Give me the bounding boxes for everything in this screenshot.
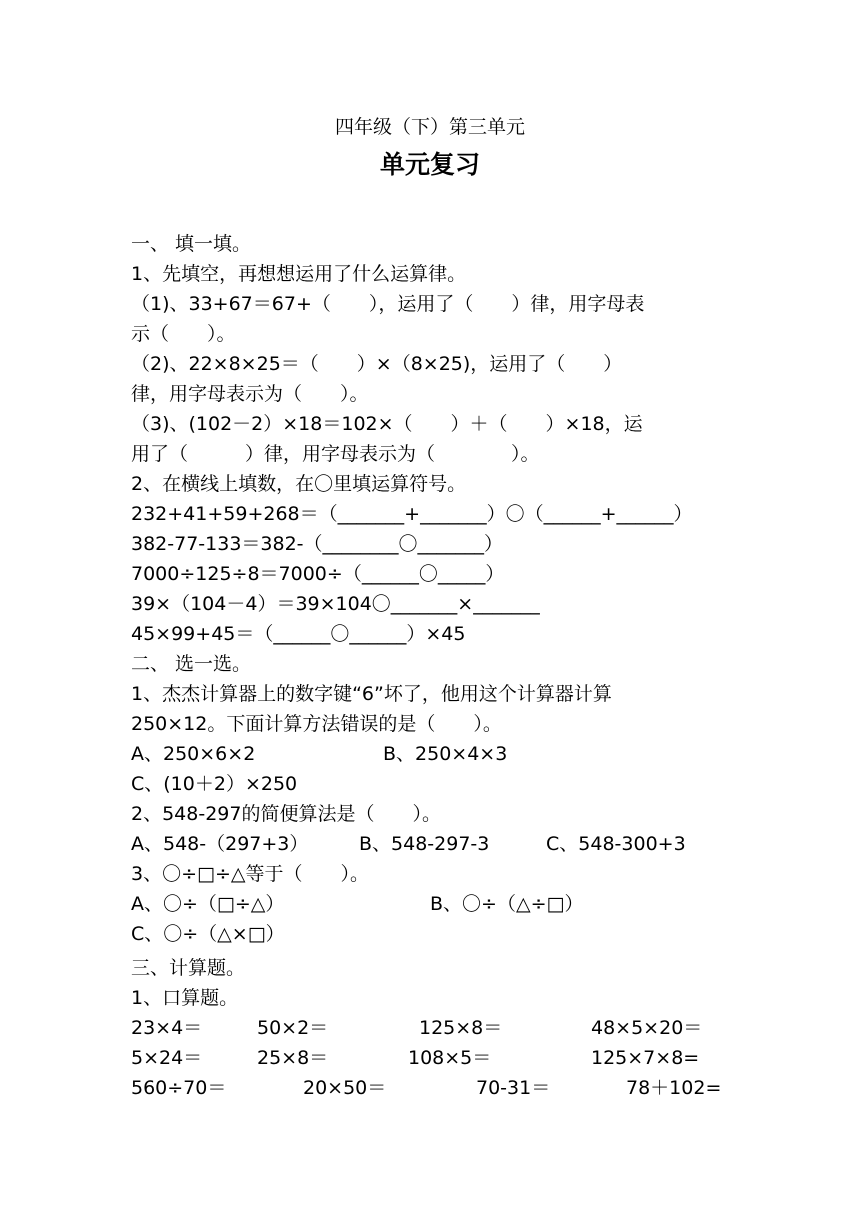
oral-calc-item: 70-31＝: [476, 1077, 551, 1099]
oral-calc-item: 48×5×20＝: [591, 1017, 703, 1039]
question-1-1-part-2-line-1: （2)、22×8×25＝（ ）×（8×25)，运用了（ ）: [131, 353, 623, 375]
question-2-2-option-c: C、548-300+3: [546, 833, 686, 855]
fill-expression-4: 39×（104－4）＝39×104〇_______×_______: [131, 593, 540, 615]
question-2-2-prompt: 2、548-297的简便算法是（ ）。: [131, 803, 441, 825]
fill-expression-1: 232+41+59+268＝（_______+_______）〇（______+______）: [131, 503, 693, 525]
question-1-1-part-3-line-2: 用了（ ）律，用字母表示为（ ）。: [131, 443, 540, 465]
question-1-1-prompt: 1、先填空，再想想运用了什么运算律。: [131, 263, 467, 285]
oral-calc-item: 20×50＝: [303, 1077, 387, 1099]
question-1-1-part-3-line-1: （3)、(102－2）×18＝102×（ ）＋（ ）×18，运: [131, 413, 643, 435]
fill-expression-5: 45×99+45＝（______〇______）×45: [131, 623, 466, 645]
oral-calc-item: 78＋102=: [626, 1077, 722, 1099]
question-2-3-option-a: A、〇÷（□÷△）: [131, 893, 285, 915]
fill-expression-2: 382-77-133＝382-（________〇_______）: [131, 533, 504, 555]
question-2-1-line-1: 1、杰杰计算器上的数字键“6”坏了，他用这个计算器计算: [131, 683, 612, 705]
question-2-1-option-b: B、250×4×3: [383, 743, 508, 765]
oral-calc-item: 125×7×8=: [591, 1047, 700, 1069]
question-2-2-option-b: B、548-297-3: [359, 833, 490, 855]
question-1-1-part-2-line-2: 律，用字母表示为（ ）。: [131, 383, 369, 405]
question-2-3-prompt: 3、〇÷□÷△等于（ ）。: [131, 863, 369, 885]
oral-calc-item: 25×8＝: [257, 1047, 329, 1069]
oral-calc-item: 50×2＝: [257, 1017, 329, 1039]
question-1-1-part-1-line-2: 示（ ）。: [131, 323, 236, 345]
section-1-heading: 一、 填一填。: [131, 233, 252, 255]
page-title: 单元复习: [379, 150, 480, 179]
question-3-1-prompt: 1、口算题。: [131, 987, 239, 1009]
section-3-heading: 三、计算题。: [131, 957, 246, 979]
oral-calc-item: 125×8＝: [419, 1017, 503, 1039]
fill-expression-3: 7000÷125÷8＝7000÷（______〇_____）: [131, 563, 505, 585]
question-2-1-option-c: C、(10＋2）×250: [131, 773, 298, 795]
question-1-2-prompt: 2、在横线上填数，在〇里填运算符号。: [131, 473, 467, 495]
question-2-3-option-b: B、〇÷（△÷□）: [430, 893, 584, 915]
oral-calc-item: 108×5＝: [408, 1047, 492, 1069]
question-2-1-line-2: 250×12。下面计算方法错误的是（ ）。: [131, 713, 502, 735]
question-2-3-option-c: C、〇÷（△×□）: [131, 923, 285, 945]
oral-calc-item: 5×24＝: [131, 1047, 203, 1069]
oral-calc-item: 560÷70＝: [131, 1077, 227, 1099]
unit-subtitle: 四年级（下）第三单元: [334, 116, 525, 138]
section-2-heading: 二、 选一选。: [131, 653, 252, 675]
question-1-1-part-1-line-1: （1)、33+67＝67+（ ），运用了（ ）律，用字母表: [131, 293, 645, 315]
oral-calc-item: 23×4＝: [131, 1017, 203, 1039]
question-2-1-option-a: A、250×6×2: [131, 743, 256, 765]
question-2-2-option-a: A、548-（297+3）: [131, 833, 309, 855]
